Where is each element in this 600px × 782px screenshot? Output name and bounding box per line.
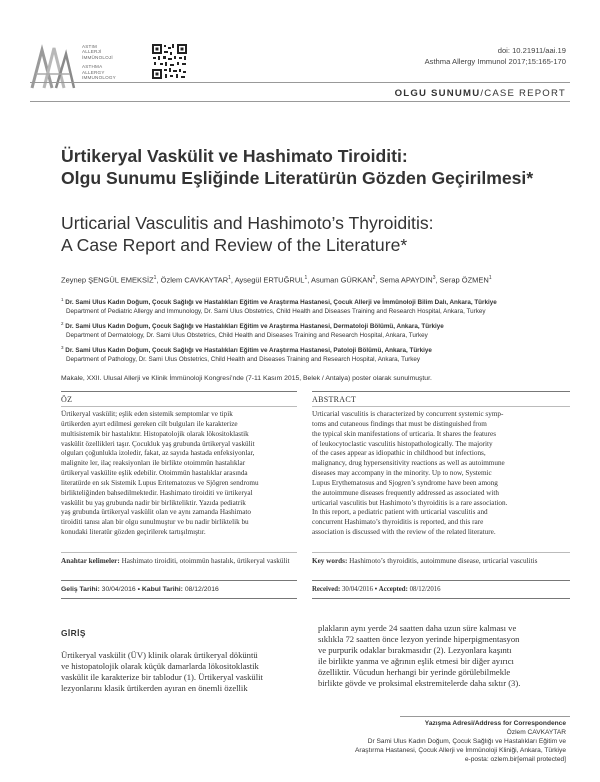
abstract-line: the autoimmune diseases frequently addressed as associated with bbox=[312, 488, 500, 497]
correspondence-rule bbox=[400, 716, 570, 717]
abstract-line: urticarial vasculitis but Hashimoto’s thyroiditis is a rare association. bbox=[312, 498, 508, 507]
logo-line: IMMUNOLOGY bbox=[82, 75, 116, 81]
abstract-dates-rule bbox=[312, 598, 570, 599]
abstract-top-rule bbox=[312, 391, 570, 392]
author-name: Sema APAYDIN bbox=[379, 275, 433, 285]
abstract-body bbox=[312, 410, 570, 538]
oz-body bbox=[61, 410, 297, 538]
logo-line: ALLERJİ bbox=[82, 49, 102, 55]
oz-top-rule bbox=[61, 391, 297, 392]
body-line: ve histopatolojik olarak küçük damarlarda lökositoklastik bbox=[61, 661, 259, 672]
author-name: Özlem CAVKAYTAR bbox=[160, 275, 229, 285]
abstract-bottom-rule bbox=[312, 580, 570, 581]
affiliation bbox=[61, 320, 444, 341]
abstract-line: diseases may accompany in the minority. Up to now, Systemic bbox=[312, 469, 492, 478]
article-type-en: /CASE REPORT bbox=[480, 88, 566, 99]
title-line: Urticarial Vasculitis and Hashimoto’s Thyroiditis: bbox=[61, 213, 434, 233]
body-line: özelliktir. Vücudun herhangi bir yerinde görülebilmekle bbox=[318, 667, 511, 678]
body-right-column bbox=[318, 623, 570, 690]
article-type bbox=[395, 88, 566, 99]
received-label-en: Received: bbox=[312, 586, 341, 593]
oz-line: ürtikeryal vaskülite eşlik edebilir. Otoimmün hastalıklar arasında bbox=[61, 469, 248, 478]
logo-line: ALLERGY bbox=[82, 69, 105, 75]
author-affiliation-mark: 1 bbox=[228, 275, 231, 281]
title-line: A Case Report and Review of the Literature* bbox=[61, 235, 408, 255]
abstract-line: Lupus Erythematosus and Sjogren’s syndrome have been among bbox=[312, 478, 498, 487]
accepted-label-tr: Kabul Tarihi: bbox=[141, 586, 183, 593]
body-line: ve purpurik odaklar bırakmasıdır (2). Lezyonlara kaşıntı bbox=[318, 645, 512, 656]
oz-dates: Geliş Tarihi: 30/04/2016 • Kabul Tarihi: 08/12/2016 bbox=[61, 586, 219, 593]
body-line: sıklıkla 72 saatten önce lezyon yerinde hiperpigmentasyon bbox=[318, 634, 520, 645]
oz-line: vaskülit özellikleri taşır. Çocukluk yaş grubunda ürtikeryal vaskülit bbox=[61, 439, 255, 448]
oz-keywords-rule bbox=[61, 552, 297, 553]
oz-line: multisistemik bir hastalıktır. Histopatolojik olarak lökositoklastik bbox=[61, 429, 249, 438]
oz-keywords bbox=[61, 557, 297, 567]
oz-dates-rule bbox=[61, 598, 297, 599]
affiliation bbox=[61, 296, 497, 317]
logo-line: ASTIM bbox=[82, 44, 98, 49]
correspondence-address: Dr Sami Ulus Kadın Doğum, Çocuk Sağlığı ve Hastalıkları Eğitim ve bbox=[367, 737, 566, 745]
abstract-line: concurrent Hashimato’s thyroiditis is reported, and this rare bbox=[312, 518, 484, 527]
received-label-tr: Geliş Tarihi: bbox=[61, 586, 100, 593]
author-affiliation-mark: 1 bbox=[304, 275, 308, 281]
author-affiliation-mark: 1 bbox=[488, 275, 492, 281]
oz-line: konudaki literatür gözden geçirilerek tartışılmıştır. bbox=[61, 528, 206, 537]
correspondence-heading: Yazışma Adresi/Address for Correspondence bbox=[424, 720, 566, 727]
author-name: Asuman GÜRKAN bbox=[310, 275, 373, 285]
affiliation-en: Department of Pediatric Allergy and Immunology, Dr. Sami Ulus Obstetrics, Child Health and Diseases Training and Research Hospital, Ankara, Turkey bbox=[66, 307, 486, 315]
author-list: Zeynep ŞENGÜL EMEKSİZ$^1$, Özlem CAVKAYTAR$^1$, Aysegül ERTUĞRUL$^1$, Asuman GÜRKAN$^2$, Sema APAYDIN$^3$, Serap ÖZMEN$^1$ bbox=[61, 275, 492, 285]
qr-code-icon bbox=[151, 43, 188, 80]
journal-logo-text bbox=[82, 44, 116, 80]
oz-line: vaskülit bu yaş grubunda nadir bir birlikteliktir. Yazıda pediatrik bbox=[61, 498, 246, 507]
correspondence-block bbox=[355, 720, 566, 765]
title-turkish bbox=[61, 145, 533, 189]
abstract-line: In this report, a pediatric patient with urticarial vasculitis and bbox=[312, 508, 488, 517]
title-line: Ürtikeryal Vaskülit ve Hashimato Tiroiditi: bbox=[61, 146, 408, 166]
accepted-date-tr: 08/12/2016 bbox=[184, 586, 219, 593]
conference-note: Makale, XXII. Ulusal Allerji ve Klinik İmmünoloji Kongresi’nde (7-11 Kasım 2015, Belek / Antalya) poster olarak sunulmuştur. bbox=[61, 375, 432, 382]
body-line: plakların aynı yerde 24 saatten daha uzun süre kalması ve bbox=[318, 623, 517, 633]
correspondence-name: Özlem CAVKAYTAR bbox=[506, 728, 566, 736]
body-line: birlikte gövde ve proksimal ekstremitelerde daha sıktır (3). bbox=[318, 678, 521, 689]
received-date-en: 30/04/2016 bbox=[342, 586, 373, 593]
affiliation-tr: Dr. Sami Ulus Kadın Doğum, Çocuk Sağlığı ve Hastalıkları Eğitim ve Araştırma Hastanesi, Çocuk Allerji ve İmmünoloji Bilim Dalı, Ankara, Türkiye bbox=[65, 299, 497, 307]
received-date-tr: 30/04/2016 bbox=[101, 586, 136, 593]
body-line: ile birlikte yanma ve ağrının eşlik etmesi bir diğer ayırıcı bbox=[318, 656, 514, 667]
oz-line: Ürtikeryal vaskülit; eşlik eden sistemik semptomlar ve tipik bbox=[61, 410, 233, 418]
oz-line: malignite ler, ilaç reaksiyonları ile birlikte otoimmün hastalıklar bbox=[61, 459, 246, 468]
oz-heading-rule bbox=[61, 406, 297, 407]
affiliation-en: Department of Dermatology, Dr. Sami Ulus Obstetrics, Child Health and Diseases Training and Research Hospital, Ankara, Turkey bbox=[66, 331, 428, 339]
affiliation-tr: Dr. Sami Ulus Kadın Doğum, Çocuk Sağlığı ve Hastalıkları Eğitim ve Araştırma Hastanesi, Patoloji Bölümü, Ankara, Türkiye bbox=[65, 347, 432, 355]
abstract-line: of the cases appear as idiopathic in childhood but infections, bbox=[312, 449, 486, 458]
body-line: Ürtikeryal vaskülit (ÜV) klinik olarak ürtikeryal döküntü bbox=[61, 650, 258, 660]
body-line: vaskülit ile karakterize bir tablodur (1). Ürtikeryal vaskülit bbox=[61, 672, 263, 683]
oz-line: ürtikerden ayırt edilmesi gereken cilt bulguları ile karakterize bbox=[61, 419, 238, 428]
accepted-label-en: Accepted: bbox=[378, 586, 408, 593]
oz-line: yaş grubunda ürtikeryal vaskülit olan ve aynı zamanda Hashimato bbox=[61, 508, 252, 517]
affiliation-tr: Dr. Sami Ulus Kadın Doğum, Çocuk Sağlığı ve Hastalıkları Eğitim ve Araştırma Hastanesi, Dermatoloji Bölümü, Ankara, Türkiye bbox=[65, 323, 444, 331]
logo-line: ASTHMA bbox=[82, 64, 103, 70]
doi: doi: 10.21911/aai.19 bbox=[497, 46, 566, 55]
abstract-line: malignancy, drug hypersensitivity reactions as well as autoimmune bbox=[312, 459, 505, 468]
oz-bottom-rule bbox=[61, 580, 297, 581]
abstract-dates: Received: 30/04/2016 • Accepted: 08/12/2016 bbox=[312, 586, 441, 593]
abstract-keywords bbox=[312, 557, 570, 567]
affiliation-number: 1 bbox=[61, 297, 64, 302]
abstract-line: the typical skin manifestations of urticaria. It shares the features bbox=[312, 429, 497, 438]
accepted-date-en: 08/12/2016 bbox=[409, 586, 441, 593]
abstract-line: of leukocytoclastic vasculitis histopathologically. The majority bbox=[312, 439, 493, 448]
abstract-line: Urticarial vasculitis is characterized by concurrent systemic symp- bbox=[312, 410, 504, 418]
abstract-heading: ABSTRACT bbox=[312, 395, 357, 404]
oz-line: birlikteliğinden bahsedilmektedir. Hashimato tiroiditi ve ürtikeryal bbox=[61, 488, 253, 497]
affiliation-number: 3 bbox=[61, 345, 64, 350]
author-name: Aysegül ERTUĞRUL bbox=[234, 275, 305, 285]
correspondence-email[interactable]: e-posta: ozlem.bir[email protected] bbox=[464, 755, 566, 763]
title-line: Olgu Sunumu Eşliğinde Literatürün Gözden Geçirilmesi* bbox=[61, 168, 534, 188]
body-left-column bbox=[61, 650, 297, 694]
body-line: lezyonlarını klasik ürtikerden ayıran en önemli özellik bbox=[61, 683, 248, 694]
journal-citation: Asthma Allergy Immunol 2017;15:165-170 bbox=[424, 57, 566, 66]
author-name: Zeynep ŞENGÜL EMEKSİZ bbox=[61, 275, 154, 285]
title-english bbox=[61, 212, 434, 256]
citation-block bbox=[425, 45, 566, 67]
affiliation bbox=[61, 344, 432, 365]
abstract-keywords-rule bbox=[312, 552, 570, 553]
journal-logo bbox=[30, 44, 76, 90]
oz-line: literatürde en sık Sistemik Lupus Eritematozus ve Sjögren sendromu bbox=[61, 478, 259, 487]
header-rule-bottom bbox=[30, 101, 570, 102]
oz-keywords-text: Hashimato tiroiditi, otoimmün hastalık, ürtikeryal vaskülit bbox=[121, 557, 290, 565]
correspondence-address: Araştırma Hastanesi, Çocuk Allerji ve İmmünoloji Kliniği, Ankara, Türkiye bbox=[355, 746, 566, 754]
abstract-heading-rule bbox=[312, 406, 570, 407]
oz-heading: ÖZ bbox=[61, 395, 73, 404]
logo-line: İMMÜNOLOJİ bbox=[82, 54, 113, 60]
author-name: Serap ÖZMEN bbox=[439, 275, 489, 285]
abstract-line: association is discussed with the review of the related literature. bbox=[312, 528, 496, 537]
section-heading-intro: GİRİŞ bbox=[61, 628, 86, 638]
abstract-line: toms and cutaneous findings that must be distinguished from bbox=[312, 419, 487, 428]
oz-line: tiroiditi tanısı alan bir olgu sunulmuştur ve bu nadir birliktelik bu bbox=[61, 518, 249, 527]
affiliation-en: Department of Pathology, Dr. Sami Ulus Obstetrics, Child Health and Diseases Training and Research Hospital, Ankara, Turkey bbox=[66, 355, 421, 363]
affiliation-number: 2 bbox=[61, 321, 64, 326]
oz-keywords-label: Anahtar kelimeler: bbox=[61, 557, 120, 565]
abstract-keywords-text: Hashimoto’s thyroiditis, autoimmune disease, urticarial vasculitis bbox=[349, 557, 538, 565]
author-affiliation-mark: 1 bbox=[153, 275, 157, 281]
oz-line: olguları çoğunlukla izoledir, fakat, az sayıda hastada enfeksiyonlar, bbox=[61, 449, 255, 458]
author-affiliation-mark: 2 bbox=[372, 275, 376, 281]
author-affiliation-mark: 3 bbox=[432, 275, 436, 281]
article-type-tr: OLGU SUNUMU bbox=[394, 88, 481, 99]
header-rule bbox=[30, 82, 570, 83]
abstract-keywords-label: Key words: bbox=[312, 557, 348, 565]
